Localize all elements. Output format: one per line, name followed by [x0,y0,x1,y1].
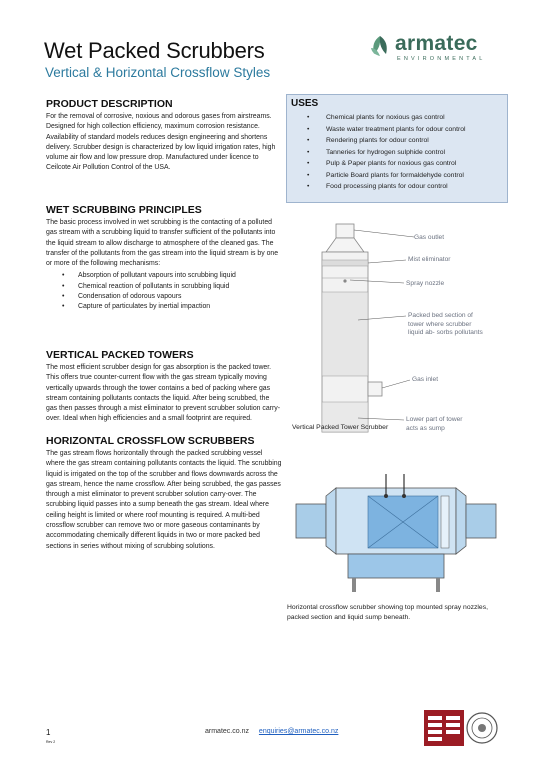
vertical-tower-diagram [286,220,508,442]
vertical-section [46,349,282,425]
website-link[interactable]: armatec.co.nz [205,728,249,735]
footer-contact [205,728,338,735]
uses-box [286,94,508,203]
principles-list [60,271,282,312]
product-description-heading: PRODUCT DESCRIPTION [46,98,173,110]
page-subtitle: Vertical & Horizontal Crossflow Styles [45,65,271,80]
logo-wordmark: armatec [395,32,478,55]
horizontal-scrubber-diagram [286,466,508,598]
label-gas-outlet: Gas outlet [414,234,445,241]
horizontal-section [46,435,282,552]
label-mist-eliminator: Mist eliminator [408,256,451,263]
horizontal-caption: Horizontal crossflow scrubber showing top mounted spray nozzles, packed section and liquid sump beneath. [287,604,488,621]
label-gas-inlet: Gas inlet [412,376,439,383]
leaf-logo-icon [368,34,392,58]
horizontal-body: The gas stream flows horizontally through the packed scrubbing vessel where the gas stream containing pollutants contacts the liquid. The scrubbing liquid is irrigated on the top of the scrubber and flows downwards across the gas stream, hence the name crossflow. After being scrubbed, the gas passes through a mist eliminator to prevent scrubber solution carry-over. The scrubbing liquid passes into a sump beneath the gas stream. Ideal where ceiling height is limited or where roof mounting is required. A multi-bed crossflow scrubber can remove two or more gaseous contaminants by accommodating chemically different liquids in two or more packed bed sections in series without mixing of scrubbing solutions. [46,450,282,550]
product-description-section [46,98,282,174]
uses-heading: USES [291,98,319,109]
list-item: • Particle Board plants for formaldehyde control [305,170,503,182]
horizontal-heading: HORIZONTAL CROSSFLOW SCRUBBERS [46,435,255,447]
principles-body: The basic process involved in wet scrubbing is the contacting of a polluted gas stream with a scrubbing liquid to transfer sufficient of the pollutants into the liquid stream to allow discharge to atmosphere of the cleaned gas. The transfer of the pollutants from the gas stream into the liquid stream is by one or more of the following mechanisms: [46,219,279,268]
label-packed-bed: Packed bed section of tower where scrubber liquid ab- sorbs pollutants [408,312,483,337]
logo-tagline: ENVIRONMENTAL [397,56,486,62]
list-item: • Condensation of odorous vapours [60,292,282,302]
email-link[interactable]: enquiries@armatec.co.nz [258,728,339,735]
list-item: • Food processing plants for odour control [305,181,503,193]
label-spray-nozzle: Spray nozzle [406,280,445,287]
page-number: 1 [46,728,51,737]
uses-list [305,112,503,193]
horizontal-scrubber-drawing [286,466,508,598]
list-item: • Pulp & Paper plants for noxious gas control [305,158,503,170]
list-item: • Chemical plants for noxious gas control [305,112,503,124]
vertical-caption: Vertical Packed Tower Scrubber [292,424,389,431]
list-item: • Absorption of pollutant vapours into scrubbing liquid [60,271,282,281]
armatec-logo [368,34,508,66]
principles-section [46,204,282,313]
label-sump: Lower part of tower acts as sump [406,416,463,432]
vertical-body: The most efficient scrubber design for gas absorption is the packed tower. This offers true counter-current flow with the gas stream typically moving vertically upwards through the tower contains a bed of packing where gas stream containing pollutants contacts the liquid. After being scrubbed, the gas then passes through a mist eliminator to prevent scrubber solution carry-over. Ideal when high efficiencies and a small footprint are required. [46,364,281,423]
list-item: • Chemical reaction of pollutants in scrubbing liquid [60,282,282,292]
revision-label: Rev 2 [46,740,56,744]
list-item: • Tanneries for hydrogen sulphide control [305,147,503,159]
certification-badge [424,708,500,748]
page-title: Wet Packed Scrubbers [44,38,265,63]
list-item: • Capture of particulates by inertial impaction [60,302,282,312]
vertical-heading: VERTICAL PACKED TOWERS [46,349,194,361]
iso-certification-icon [424,708,500,748]
list-item: • Rendering plants for odour control [305,135,503,147]
list-item: • Waste water treatment plants for odour control [305,124,503,136]
product-description-body: For the removal of corrosive, noxious and odorous gases from airstreams. Designed for high collection efficiency, maximum corrosion resistance. Availability of standard models reduces design engineering and shortens delivery. Scrubber design is characterized by low liquid irrigation rates, high volume air flow and low pressure drop. Manufactured under licence to Ceilcote Air Pollution Control of the USA. [46,113,276,172]
principles-heading: WET SCRUBBING PRINCIPLES [46,204,202,216]
